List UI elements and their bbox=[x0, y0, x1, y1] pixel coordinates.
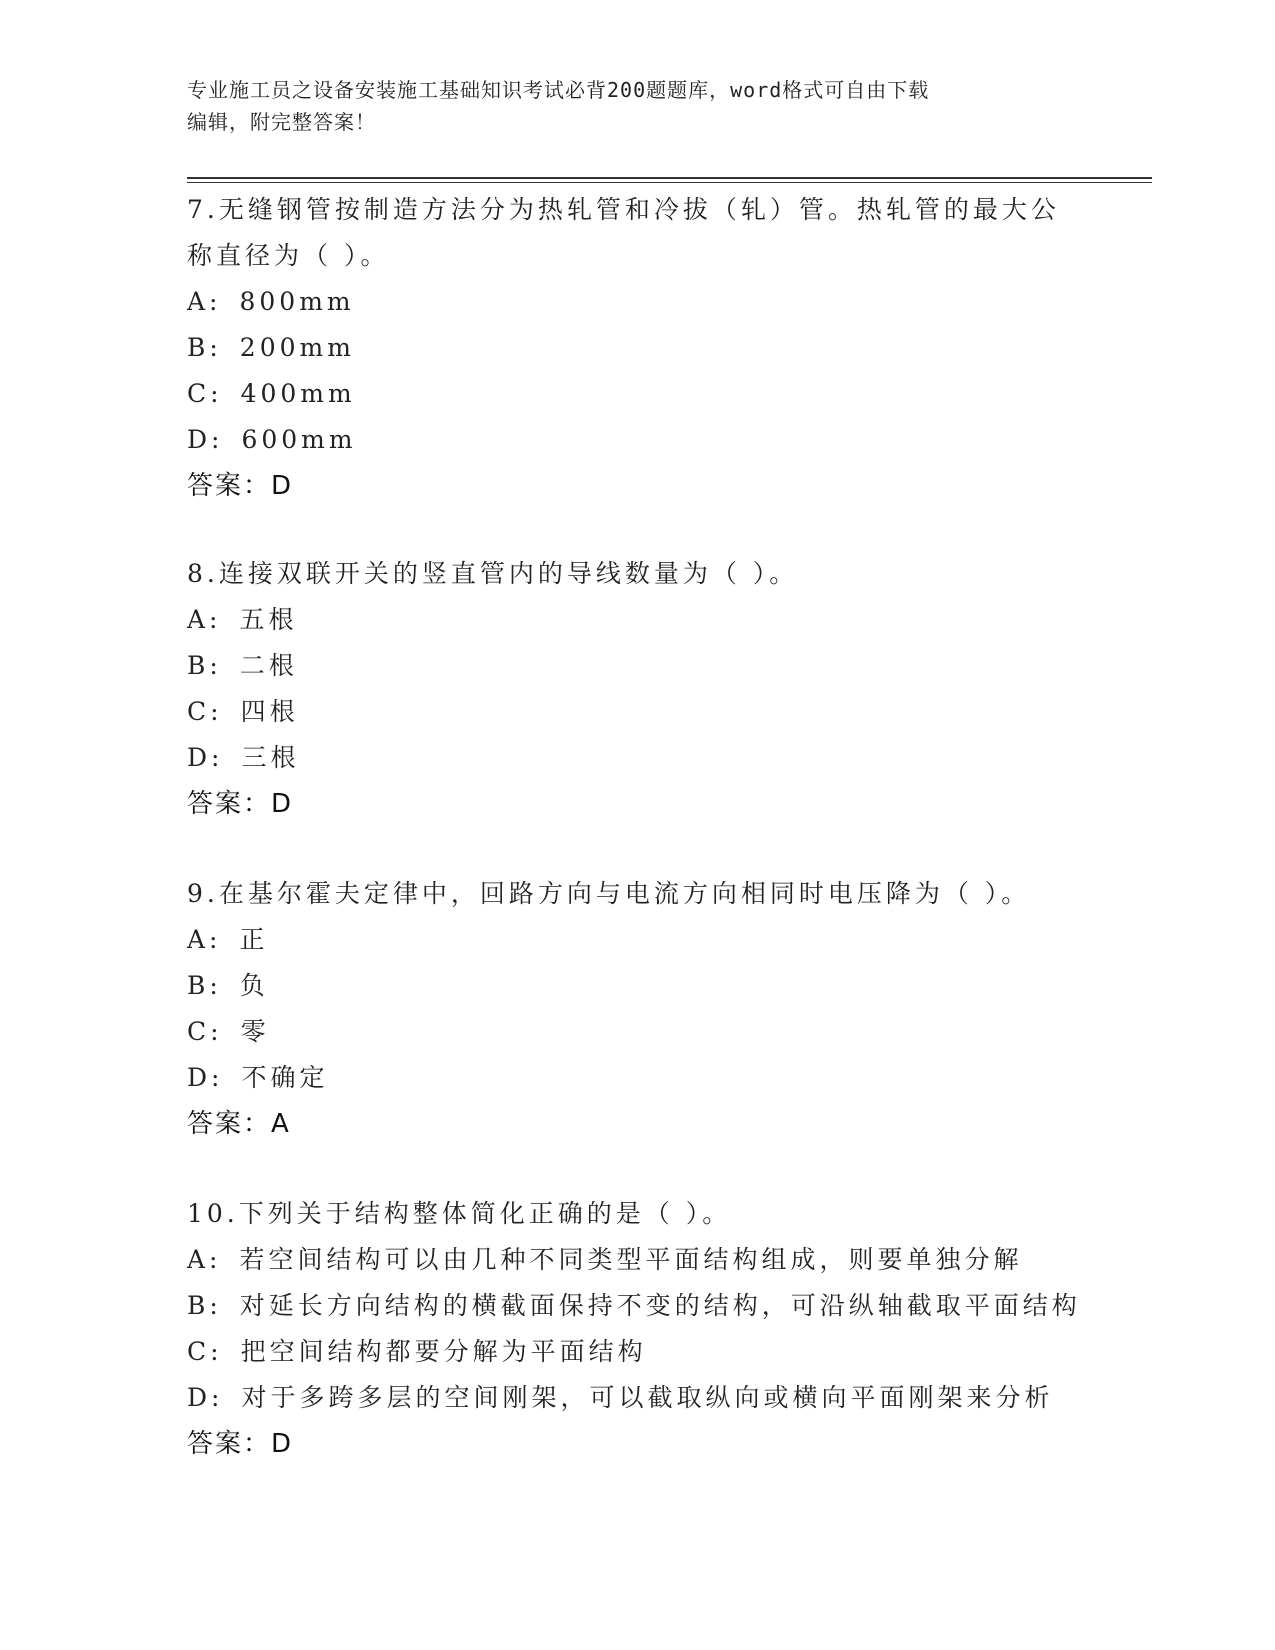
option-text: 对延长方向结构的横截面保持不变的结构，可沿纵轴截取平面结构 bbox=[239, 1291, 1081, 1320]
option-c bbox=[187, 371, 1087, 417]
option-label: A: bbox=[187, 287, 222, 316]
option-label: C: bbox=[187, 379, 223, 408]
option-text: 不确定 bbox=[241, 1063, 329, 1092]
option-b bbox=[187, 325, 1087, 371]
option-text: 二根 bbox=[239, 651, 298, 680]
question-stem-continued: 称直径为（ ）。 bbox=[187, 241, 390, 270]
question-9 bbox=[187, 871, 1087, 1147]
question-7 bbox=[187, 187, 1087, 509]
option-label: D: bbox=[187, 1383, 224, 1412]
option-a bbox=[187, 917, 1087, 963]
header-divider-thin bbox=[187, 182, 1152, 183]
option-label: D: bbox=[187, 1063, 224, 1092]
option-b bbox=[187, 1283, 1087, 1329]
option-label: B: bbox=[187, 333, 222, 362]
option-label: B: bbox=[187, 1291, 222, 1320]
option-text: 五根 bbox=[239, 605, 298, 634]
option-text: 200mm bbox=[239, 333, 355, 362]
question-stem: 10.下列关于结构整体简化正确的是（ ）。 bbox=[187, 1199, 732, 1228]
option-c bbox=[187, 689, 1087, 735]
question-stem: 8.连接双联开关的竖直管内的导线数量为（ ）。 bbox=[187, 559, 799, 588]
option-text: 对于多跨多层的空间刚架，可以截取纵向或横向平面刚架来分析 bbox=[241, 1383, 1054, 1412]
option-label: C: bbox=[187, 1337, 223, 1366]
option-b bbox=[187, 643, 1087, 689]
question-10 bbox=[187, 1191, 1087, 1467]
option-label: D: bbox=[187, 425, 224, 454]
option-text: 零 bbox=[240, 1017, 270, 1046]
option-label: C: bbox=[187, 697, 223, 726]
option-c bbox=[187, 1009, 1087, 1055]
option-text: 把空间结构都要分解为平面结构 bbox=[240, 1337, 647, 1366]
option-text: 若空间结构可以由几种不同类型平面结构组成，则要单独分解 bbox=[239, 1245, 1023, 1274]
option-text: 负 bbox=[239, 971, 269, 1000]
option-label: B: bbox=[187, 651, 222, 680]
option-label: B: bbox=[187, 971, 222, 1000]
option-label: A: bbox=[187, 1245, 222, 1274]
question-8 bbox=[187, 551, 1087, 827]
option-label: D: bbox=[187, 743, 224, 772]
answer-line: 答案：D bbox=[187, 471, 294, 501]
option-text: 四根 bbox=[240, 697, 299, 726]
option-d bbox=[187, 417, 1087, 463]
option-a bbox=[187, 1237, 1087, 1283]
header-line-2: 编辑，附完整答案！ bbox=[187, 110, 376, 134]
option-text: 800mm bbox=[239, 287, 355, 316]
option-text: 400mm bbox=[240, 379, 356, 408]
header-line-1: 专业施工员之设备安装施工基础知识考试必背200题题库，word格式可自由下载 bbox=[187, 78, 930, 102]
question-stem: 7.无缝钢管按制造方法分为热轧管和冷拔（轧）管。热轧管的最大公 bbox=[187, 195, 1060, 224]
header-divider-thick bbox=[187, 177, 1152, 179]
option-label: A: bbox=[187, 925, 222, 954]
answer-line: 答案：D bbox=[187, 1429, 294, 1459]
option-d bbox=[187, 735, 1087, 781]
option-text: 600mm bbox=[241, 425, 357, 454]
option-label: C: bbox=[187, 1017, 223, 1046]
option-d bbox=[187, 1055, 1087, 1101]
option-a bbox=[187, 597, 1087, 643]
question-stem: 9.在基尔霍夫定律中，回路方向与电流方向相同时电压降为（ ）。 bbox=[187, 879, 1031, 908]
option-a bbox=[187, 279, 1087, 325]
answer-line: 答案：D bbox=[187, 789, 294, 819]
option-b bbox=[187, 963, 1087, 1009]
option-text: 正 bbox=[239, 925, 269, 954]
option-label: A: bbox=[187, 605, 222, 634]
document-header bbox=[187, 74, 1087, 138]
option-text: 三根 bbox=[241, 743, 300, 772]
answer-line: 答案：A bbox=[187, 1109, 291, 1139]
option-c bbox=[187, 1329, 1087, 1375]
option-d bbox=[187, 1375, 1087, 1421]
